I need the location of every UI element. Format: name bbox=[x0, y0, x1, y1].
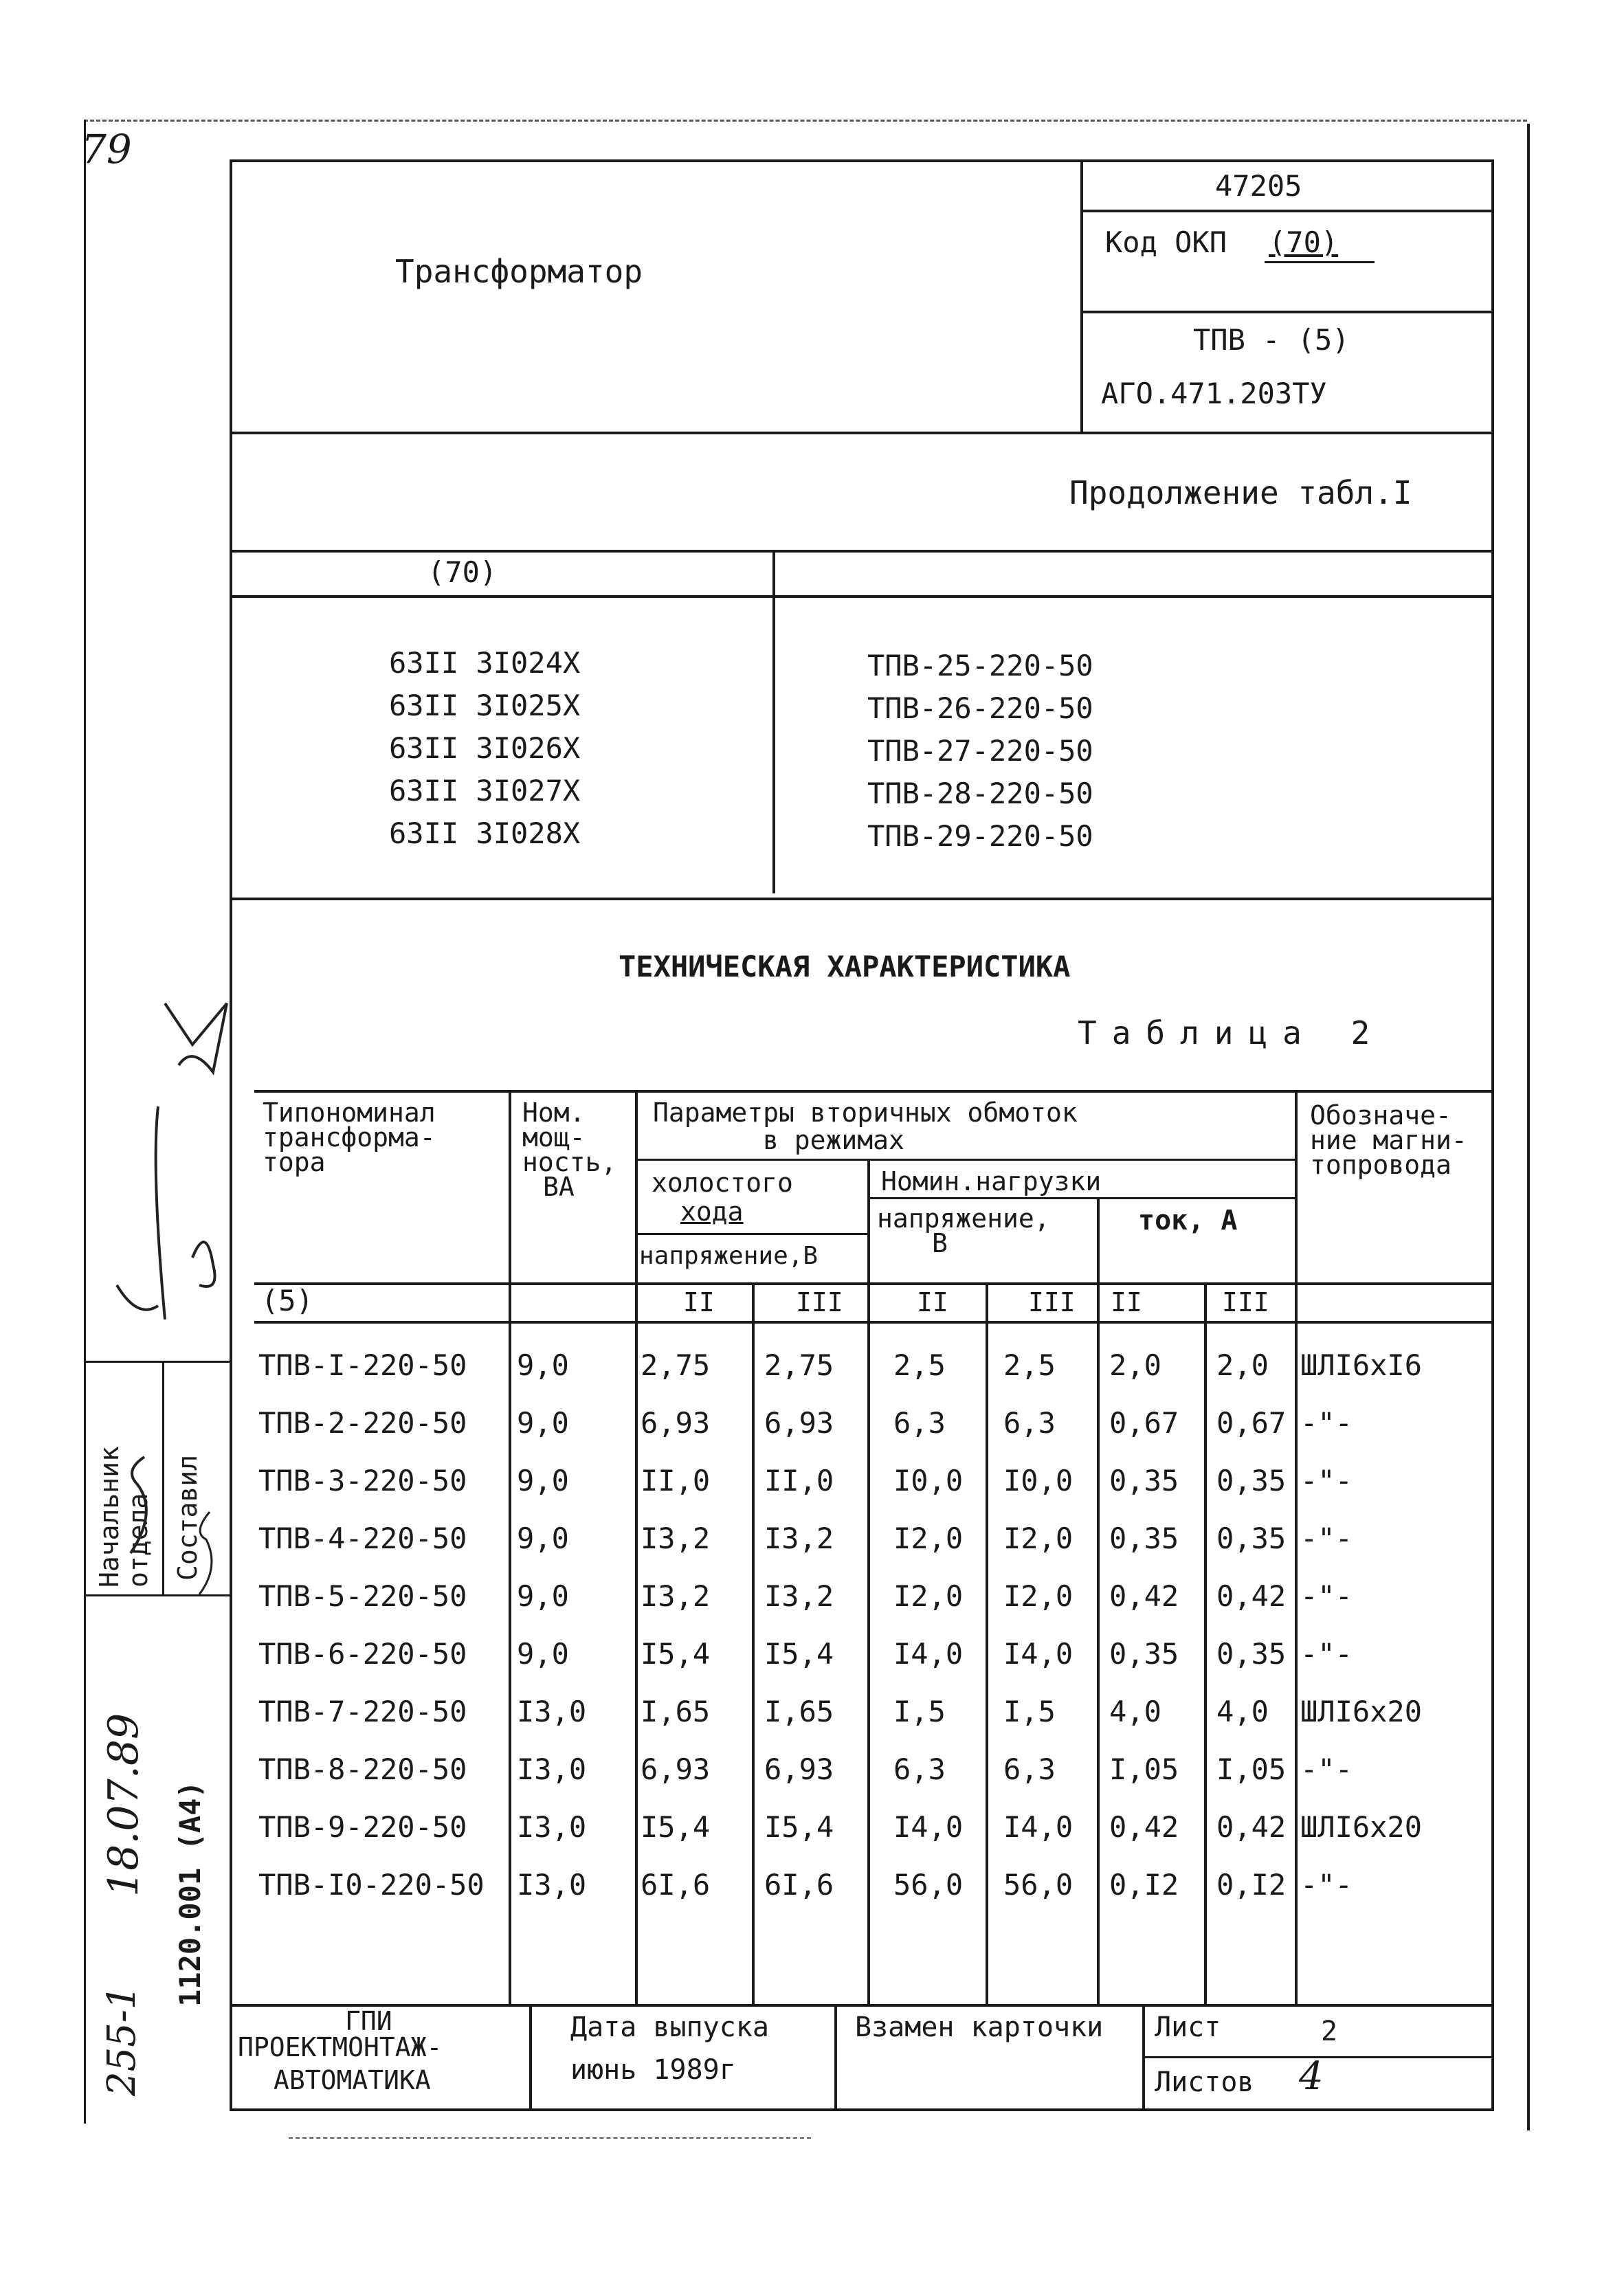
t2-col-cur-iii bbox=[1204, 1282, 1207, 2004]
row-current-iii: 0,35 bbox=[1216, 1464, 1287, 1497]
hdr-load-voltage-l1: напряжение, bbox=[877, 1203, 1050, 1234]
row-current-iii: 4,0 bbox=[1216, 1695, 1269, 1728]
replaces-label: Взамен карточки bbox=[855, 2012, 1104, 2043]
hdr-power-l3: ность, bbox=[522, 1147, 617, 1177]
side-head-label: Начальник отдела bbox=[94, 1446, 153, 1588]
hdr-power-l4: ВА bbox=[543, 1172, 575, 1202]
row-idle-ii: 6,93 bbox=[641, 1406, 711, 1440]
continuation-note: Продолжение табл.I bbox=[1069, 474, 1412, 511]
side-form-code: 1120.001 (А4) bbox=[173, 1781, 207, 2007]
row-load-ii: 6,3 bbox=[893, 1752, 946, 1786]
row-idle-iii: 2,75 bbox=[764, 1348, 834, 1382]
type-designation: ТПВ - (5) bbox=[1193, 323, 1350, 357]
hdr-core-l1: Обозначе- bbox=[1310, 1100, 1451, 1131]
row-idle-ii: I5,4 bbox=[641, 1810, 711, 1844]
table1-name: ТПВ-27-220-50 bbox=[867, 734, 1093, 768]
signature-date-scribble bbox=[131, 1457, 146, 1553]
row-core: -"- bbox=[1300, 1406, 1353, 1440]
okp-code-label: Код ОКП bbox=[1105, 225, 1227, 259]
hdr-load-voltage-l2: В bbox=[932, 1228, 948, 1258]
row-load-iii: I4,0 bbox=[1003, 1810, 1074, 1844]
row-current-ii: 0,42 bbox=[1109, 1579, 1179, 1613]
row-current-ii: 4,0 bbox=[1109, 1695, 1161, 1728]
row-idle-ii: II,0 bbox=[641, 1464, 711, 1497]
org-line3: АВТОМАТИКА bbox=[274, 2065, 431, 2095]
row-idle-ii: 6,93 bbox=[641, 1752, 711, 1786]
footer-col1 bbox=[529, 2004, 532, 2108]
sub-cur-iii: III bbox=[1222, 1287, 1269, 1317]
release-value: июнь 1989г bbox=[570, 2054, 736, 2086]
row-power: 9,0 bbox=[517, 1522, 569, 1555]
hdr-idle-l1: холостого bbox=[652, 1168, 793, 1198]
row-idle-ii: 2,75 bbox=[641, 1348, 711, 1382]
t2-subheader-bottom bbox=[254, 1321, 1491, 1324]
table1-name: ТПВ-25-220-50 bbox=[867, 649, 1093, 682]
hdr-load: Номин.нагрузки bbox=[881, 1166, 1102, 1196]
row-load-iii: 56,0 bbox=[1003, 1868, 1074, 1902]
side-doc-number: 255-1 bbox=[100, 1985, 144, 2096]
footer-bottom bbox=[230, 2108, 1494, 2111]
row-idle-ii: I5,4 bbox=[641, 1637, 711, 1671]
row-core: -"- bbox=[1300, 1868, 1353, 1902]
hdr-power-l1: Ном. bbox=[522, 1098, 586, 1128]
row-load-iii: I2,0 bbox=[1003, 1579, 1074, 1613]
signature-compiler-2 bbox=[199, 1512, 212, 1594]
org-line1: ГПИ bbox=[345, 2006, 392, 2036]
row-load-ii: I2,0 bbox=[893, 1522, 964, 1555]
row-power: 9,0 bbox=[517, 1464, 569, 1497]
sub-idle-ii: II bbox=[683, 1287, 715, 1317]
table2-top bbox=[254, 1090, 1491, 1093]
row-idle-iii: I5,4 bbox=[764, 1637, 834, 1671]
row-type: ТПВ-6-220-50 bbox=[258, 1637, 467, 1671]
row-power: I3,0 bbox=[517, 1810, 587, 1844]
hdr-params-l2: в режимах bbox=[763, 1125, 904, 1155]
table1-name: ТПВ-29-220-50 bbox=[867, 819, 1093, 853]
row-load-ii: I0,0 bbox=[893, 1464, 964, 1497]
header-bottom bbox=[230, 432, 1494, 434]
row-core: ШЛI6x20 bbox=[1300, 1810, 1423, 1844]
row-current-ii: I,05 bbox=[1109, 1752, 1179, 1786]
okp-number: 47205 bbox=[1215, 169, 1302, 203]
row-power: 9,0 bbox=[517, 1348, 569, 1382]
hdr-type-l1: Типономинал bbox=[263, 1098, 436, 1128]
sub-cur-ii: II bbox=[1111, 1287, 1142, 1317]
row-load-ii: I2,0 bbox=[893, 1579, 964, 1613]
row-type: ТПВ-5-220-50 bbox=[258, 1579, 467, 1613]
row-idle-ii: I,65 bbox=[641, 1695, 711, 1728]
row-core: -"- bbox=[1300, 1464, 1353, 1497]
row-current-iii: 0,42 bbox=[1216, 1579, 1287, 1613]
t2-params-line bbox=[635, 1159, 1295, 1161]
t2-col-idle-iii bbox=[752, 1282, 755, 2004]
row-load-iii: I4,0 bbox=[1003, 1637, 1074, 1671]
table1-code: 63II 3I024X bbox=[389, 646, 581, 680]
side-date: 18.07.89 bbox=[100, 1713, 148, 1897]
hdr-current: ток, А bbox=[1138, 1205, 1238, 1236]
spec-number: АГО.471.203ТУ bbox=[1101, 377, 1327, 410]
section-title: ТЕХНИЧЕСКАЯ ХАРАКТЕРИСТИКА bbox=[619, 950, 1071, 983]
t2-col-current bbox=[1097, 1197, 1100, 2004]
t2-load-line bbox=[867, 1197, 1295, 1199]
top-border-dashed bbox=[84, 120, 1527, 122]
footer-top bbox=[230, 2004, 1494, 2007]
row-type: ТПВ-8-220-50 bbox=[258, 1752, 467, 1786]
t2-col-idle bbox=[635, 1090, 638, 2004]
row-core: -"- bbox=[1300, 1752, 1353, 1786]
row-current-ii: 2,0 bbox=[1109, 1348, 1161, 1382]
row-power: I3,0 bbox=[517, 1695, 587, 1728]
header-r-line2 bbox=[1080, 311, 1493, 313]
t2-header-bottom bbox=[254, 1282, 1491, 1285]
row-core: ШЛI6x20 bbox=[1300, 1695, 1423, 1728]
header-divider bbox=[1080, 159, 1083, 434]
row-core: ШЛI6xI6 bbox=[1300, 1348, 1423, 1382]
sub-load-iii: III bbox=[1028, 1287, 1076, 1317]
row-type: ТПВ-I-220-50 bbox=[258, 1348, 467, 1382]
sub-type: (5) bbox=[261, 1284, 313, 1317]
signature-head bbox=[156, 1106, 165, 1319]
row-type: ТПВ-2-220-50 bbox=[258, 1406, 467, 1440]
outer-right-border bbox=[1527, 124, 1530, 2130]
row-load-iii: I0,0 bbox=[1003, 1464, 1074, 1497]
row-core: -"- bbox=[1300, 1522, 1353, 1555]
footer-col2 bbox=[834, 2004, 837, 2108]
outer-left-border bbox=[84, 120, 86, 2124]
row-core: -"- bbox=[1300, 1579, 1353, 1613]
row-load-ii: 6,3 bbox=[893, 1406, 946, 1440]
t2-col-core bbox=[1295, 1090, 1298, 2004]
row-current-iii: 2,0 bbox=[1216, 1348, 1269, 1382]
table1-header-line bbox=[230, 595, 1494, 598]
row-current-ii: 0,67 bbox=[1109, 1406, 1179, 1440]
t2-col-load-iii bbox=[986, 1282, 988, 2004]
row-power: 9,0 bbox=[517, 1406, 569, 1440]
frame-right bbox=[1491, 159, 1494, 2110]
row-current-iii: 0,35 bbox=[1216, 1522, 1287, 1555]
table1-code: 63II 3I028X bbox=[389, 816, 581, 850]
hdr-idle-l2: хода bbox=[680, 1196, 744, 1227]
sheets-value: 4 bbox=[1299, 2054, 1324, 2099]
signature-top bbox=[165, 1003, 227, 1072]
sheet-label: Лист bbox=[1155, 2012, 1221, 2043]
t2-col-load bbox=[867, 1159, 870, 2004]
row-idle-iii: I3,2 bbox=[764, 1579, 834, 1613]
row-type: ТПВ-7-220-50 bbox=[258, 1695, 467, 1728]
frame-top bbox=[230, 159, 1494, 162]
row-type: ТПВ-I0-220-50 bbox=[258, 1868, 485, 1902]
table1-divider bbox=[772, 550, 775, 893]
hdr-type-l2: трансформа- bbox=[263, 1122, 436, 1152]
header-r-line1 bbox=[1080, 210, 1493, 212]
row-load-ii: I4,0 bbox=[893, 1637, 964, 1671]
row-idle-ii: I3,2 bbox=[641, 1522, 711, 1555]
row-current-iii: I,05 bbox=[1216, 1752, 1287, 1786]
row-idle-ii: I3,2 bbox=[641, 1579, 711, 1613]
table1-code: 63II 3I027X bbox=[389, 774, 581, 808]
continuation-bottom bbox=[230, 550, 1494, 553]
release-label: Дата выпуска bbox=[570, 2012, 769, 2043]
table2-label: Таблица 2 bbox=[1078, 1014, 1386, 1051]
row-current-ii: 0,35 bbox=[1109, 1464, 1179, 1497]
t2-col-power bbox=[509, 1090, 511, 2004]
row-load-ii: I4,0 bbox=[893, 1810, 964, 1844]
row-load-ii: 56,0 bbox=[893, 1868, 964, 1902]
row-load-iii: 6,3 bbox=[1003, 1406, 1056, 1440]
hdr-params-l1: Параметры вторичных обмоток bbox=[653, 1098, 1078, 1128]
row-load-iii: 2,5 bbox=[1003, 1348, 1056, 1382]
sub-idle-iii: III bbox=[796, 1287, 843, 1317]
row-load-ii: 2,5 bbox=[893, 1348, 946, 1382]
signature-compiler bbox=[192, 1242, 215, 1287]
table1-header-code: (70) bbox=[427, 555, 498, 589]
row-current-iii: 0,I2 bbox=[1216, 1868, 1287, 1902]
row-current-ii: 0,42 bbox=[1109, 1810, 1179, 1844]
row-type: ТПВ-3-220-50 bbox=[258, 1464, 467, 1497]
product-name: Трансформатор bbox=[395, 253, 643, 290]
row-type: ТПВ-9-220-50 bbox=[258, 1810, 467, 1844]
side-compiler-label: Составил bbox=[173, 1454, 203, 1581]
org-line2: ПРОЕКТМОНТАЖ- bbox=[238, 2032, 443, 2062]
table1-code: 63II 3I026X bbox=[389, 731, 581, 765]
sheets-label: Листов bbox=[1155, 2067, 1254, 2098]
hdr-idle-voltage: напряжение,В bbox=[639, 1242, 819, 1270]
row-current-iii: 0,42 bbox=[1216, 1810, 1287, 1844]
row-power: 9,0 bbox=[517, 1637, 569, 1671]
bottom-border-dashed bbox=[289, 2137, 811, 2139]
table1-code: 63II 3I025X bbox=[389, 689, 581, 722]
table1-bottom bbox=[230, 898, 1494, 900]
hdr-type-l3: тора bbox=[263, 1147, 326, 1177]
row-idle-iii: I,65 bbox=[764, 1695, 834, 1728]
row-load-iii: I,5 bbox=[1003, 1695, 1056, 1728]
row-idle-iii: II,0 bbox=[764, 1464, 834, 1497]
signature-head-2 bbox=[117, 1285, 158, 1310]
row-idle-iii: I3,2 bbox=[764, 1522, 834, 1555]
row-power: I3,0 bbox=[517, 1868, 587, 1902]
row-idle-iii: 6,93 bbox=[764, 1752, 834, 1786]
row-idle-ii: 6I,6 bbox=[641, 1868, 711, 1902]
row-load-iii: I2,0 bbox=[1003, 1522, 1074, 1555]
row-load-ii: I,5 bbox=[893, 1695, 946, 1728]
row-power: I3,0 bbox=[517, 1752, 587, 1786]
okp-underline bbox=[1265, 261, 1375, 263]
row-idle-iii: 6,93 bbox=[764, 1406, 834, 1440]
row-current-ii: 0,I2 bbox=[1109, 1868, 1179, 1902]
sub-load-ii: II bbox=[917, 1287, 948, 1317]
row-current-iii: 0,35 bbox=[1216, 1637, 1287, 1671]
table1-name: ТПВ-26-220-50 bbox=[867, 691, 1093, 725]
hdr-core-l2: ние магни- bbox=[1310, 1125, 1467, 1155]
row-idle-iii: 6I,6 bbox=[764, 1868, 834, 1902]
row-current-ii: 0,35 bbox=[1109, 1522, 1179, 1555]
row-current-ii: 0,35 bbox=[1109, 1637, 1179, 1671]
row-current-iii: 0,67 bbox=[1216, 1406, 1287, 1440]
hdr-power-l2: мощ- bbox=[522, 1122, 586, 1152]
hdr-core-l3: топровода bbox=[1310, 1150, 1451, 1180]
table1-name: ТПВ-28-220-50 bbox=[867, 777, 1093, 810]
row-idle-iii: I5,4 bbox=[764, 1810, 834, 1844]
row-power: 9,0 bbox=[517, 1579, 569, 1613]
sheet-value: 2 bbox=[1321, 2016, 1338, 2047]
okp-code-value: (70) bbox=[1269, 225, 1339, 259]
page-number: 79 bbox=[81, 126, 132, 172]
row-core: -"- bbox=[1300, 1637, 1353, 1671]
signature-marks bbox=[89, 962, 241, 2130]
row-type: ТПВ-4-220-50 bbox=[258, 1522, 467, 1555]
row-load-iii: 6,3 bbox=[1003, 1752, 1056, 1786]
t2-idle-voltage-line bbox=[635, 1233, 867, 1235]
